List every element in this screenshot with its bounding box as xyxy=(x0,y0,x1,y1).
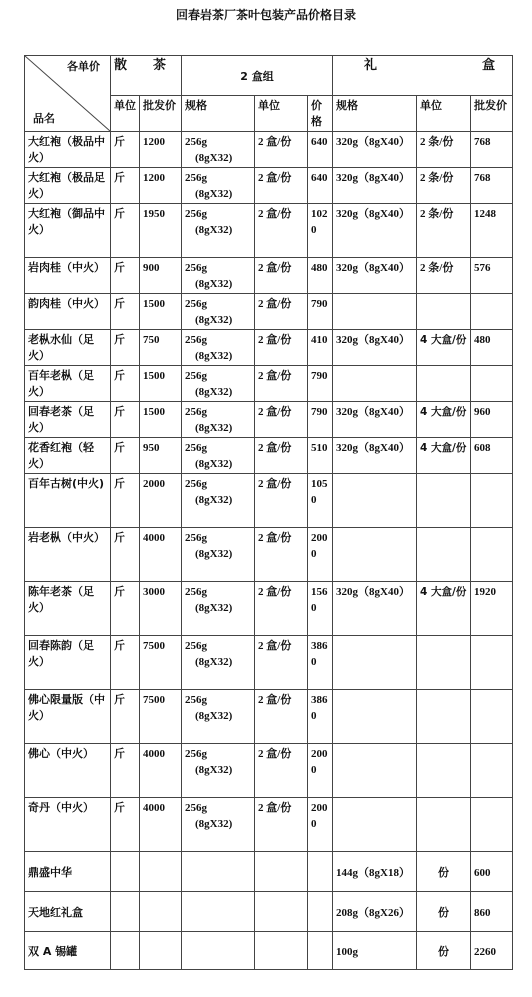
table-row xyxy=(25,744,513,798)
box-spec-detail: (8gX32) xyxy=(195,764,233,776)
gift-price: 576 xyxy=(471,258,513,294)
table-row xyxy=(25,582,513,636)
gift-price: 768 xyxy=(471,132,513,168)
box-spec xyxy=(182,204,255,258)
box-spec xyxy=(182,582,255,636)
box-spec xyxy=(182,744,255,798)
box-spec xyxy=(182,690,255,744)
box-spec xyxy=(182,528,255,582)
box-spec-weight: 256g xyxy=(185,208,208,220)
box-spec-detail: (8gX32) xyxy=(195,422,233,434)
box-price: 3860 xyxy=(308,690,333,744)
gift-spec: 320g（8gX40） xyxy=(333,204,417,258)
loose-unit: 斤 xyxy=(111,132,140,168)
box-spec-weight: 256g xyxy=(185,334,208,346)
header-price: 价格 xyxy=(308,96,333,132)
table-row xyxy=(25,636,513,690)
loose-unit: 斤 xyxy=(111,438,140,474)
table-row xyxy=(25,132,513,168)
loose-unit: 斤 xyxy=(111,528,140,582)
diagonal-header-cell xyxy=(25,56,111,132)
loose-wholesale: 4000 xyxy=(140,744,182,798)
box-spec-weight: 256g xyxy=(185,478,208,490)
loose-unit xyxy=(111,852,140,892)
gift-unit xyxy=(417,366,471,402)
header-spec: 规格 xyxy=(182,96,255,132)
product-name: 佛心限量版（中火） xyxy=(25,690,111,744)
gift-unit xyxy=(417,798,471,852)
gift-spec xyxy=(333,636,417,690)
box-price: 480 xyxy=(308,258,333,294)
loose-wholesale xyxy=(140,932,182,970)
gift-unit: 2 条/份 xyxy=(417,132,471,168)
gift-unit: 份 xyxy=(417,892,471,932)
loose-unit: 斤 xyxy=(111,168,140,204)
loose-unit: 斤 xyxy=(111,474,140,528)
header-unit2: 单位 xyxy=(255,96,308,132)
header-unit-price-label: 各单价 xyxy=(67,60,100,73)
loose-wholesale: 2000 xyxy=(140,474,182,528)
loose-wholesale: 1200 xyxy=(140,168,182,204)
loose-unit xyxy=(111,892,140,932)
gift-spec: 144g（8gX18） xyxy=(333,852,417,892)
box-spec-detail: (8gX32) xyxy=(195,224,233,236)
box-spec-weight: 256g xyxy=(185,298,208,310)
gift-price xyxy=(471,798,513,852)
gift-unit xyxy=(417,474,471,528)
box-price: 790 xyxy=(308,294,333,330)
header-gift-unit: 单位 xyxy=(417,96,471,132)
box-unit: 2 盒/份 xyxy=(255,474,308,528)
box-spec-detail: (8gX32) xyxy=(195,188,233,200)
loose-unit: 斤 xyxy=(111,330,140,366)
product-name: 陈年老茶（足火） xyxy=(25,582,111,636)
loose-wholesale: 7500 xyxy=(140,690,182,744)
box-spec-weight: 256g xyxy=(185,802,208,814)
gift-price: 608 xyxy=(471,438,513,474)
product-name: 回春老茶（足火） xyxy=(25,402,111,438)
box-spec-detail: (8gX32) xyxy=(195,494,233,506)
product-name: 大红袍（御品中火） xyxy=(25,204,111,258)
gift-unit xyxy=(417,528,471,582)
gift-unit: 4 大盒/份 xyxy=(417,330,471,366)
box-unit: 2 盒/份 xyxy=(255,582,308,636)
box-spec-detail: (8gX32) xyxy=(195,656,233,668)
box-spec-weight: 256g xyxy=(185,172,208,184)
box-spec xyxy=(182,892,255,932)
gift-spec: 320g（8gX40） xyxy=(333,330,417,366)
loose-unit: 斤 xyxy=(111,294,140,330)
box-spec xyxy=(182,366,255,402)
gift-unit: 4 大盒/份 xyxy=(417,402,471,438)
box-price xyxy=(308,852,333,892)
gift-spec: 320g（8gX40） xyxy=(333,582,417,636)
box-price xyxy=(308,892,333,932)
box-spec xyxy=(182,438,255,474)
box-unit: 2 盒/份 xyxy=(255,402,308,438)
table-row xyxy=(25,438,513,474)
gift-spec xyxy=(333,366,417,402)
header-gift-right: 盒 xyxy=(482,58,496,73)
table-row xyxy=(25,690,513,744)
box-unit xyxy=(255,932,308,970)
header-two-box-set: 2 盒组 xyxy=(182,56,333,96)
gift-price xyxy=(471,690,513,744)
gift-spec: 320g（8gX40） xyxy=(333,168,417,204)
header-loose-tea: 散 茶 xyxy=(111,56,182,96)
gift-price: 1248 xyxy=(471,204,513,258)
box-spec-weight: 256g xyxy=(185,586,208,598)
table-row xyxy=(25,852,513,892)
gift-unit: 2 条/份 xyxy=(417,168,471,204)
loose-unit xyxy=(111,932,140,970)
gift-price xyxy=(471,474,513,528)
product-name: 回春陈韵（足火） xyxy=(25,636,111,690)
box-spec-detail: (8gX32) xyxy=(195,818,233,830)
box-spec-weight: 256g xyxy=(185,442,208,454)
box-unit xyxy=(255,852,308,892)
product-name: 百年老枞（足火） xyxy=(25,366,111,402)
gift-unit xyxy=(417,636,471,690)
gift-spec: 320g（8gX40） xyxy=(333,132,417,168)
gift-spec xyxy=(333,294,417,330)
table-row xyxy=(25,798,513,852)
gift-unit: 4 大盒/份 xyxy=(417,582,471,636)
table-row xyxy=(25,892,513,932)
price-table xyxy=(24,55,513,970)
gift-spec xyxy=(333,474,417,528)
box-spec-detail: (8gX32) xyxy=(195,386,233,398)
table-row xyxy=(25,366,513,402)
gift-spec xyxy=(333,690,417,744)
gift-unit xyxy=(417,294,471,330)
header-wholesale: 批发价 xyxy=(140,96,182,132)
header-gift-wholesale: 批发价 xyxy=(471,96,513,132)
table-row xyxy=(25,528,513,582)
gift-price xyxy=(471,528,513,582)
box-spec xyxy=(182,474,255,528)
loose-unit: 斤 xyxy=(111,636,140,690)
box-spec xyxy=(182,402,255,438)
gift-spec xyxy=(333,528,417,582)
header-unit: 单位 xyxy=(111,96,140,132)
box-price: 2000 xyxy=(308,528,333,582)
box-unit: 2 盒/份 xyxy=(255,294,308,330)
loose-unit: 斤 xyxy=(111,744,140,798)
loose-unit: 斤 xyxy=(111,402,140,438)
box-price: 790 xyxy=(308,402,333,438)
box-price: 790 xyxy=(308,366,333,402)
product-name: 岩老枞（中火） xyxy=(25,528,111,582)
product-name: 岩肉桂（中火） xyxy=(25,258,111,294)
gift-price: 1920 xyxy=(471,582,513,636)
box-spec-weight: 256g xyxy=(185,640,208,652)
box-unit: 2 盒/份 xyxy=(255,798,308,852)
box-unit: 2 盒/份 xyxy=(255,528,308,582)
box-spec-weight: 256g xyxy=(185,532,208,544)
box-unit: 2 盒/份 xyxy=(255,168,308,204)
gift-spec xyxy=(333,744,417,798)
box-spec-detail: (8gX32) xyxy=(195,350,233,362)
box-spec-detail: (8gX32) xyxy=(195,152,233,164)
box-unit: 2 盒/份 xyxy=(255,744,308,798)
box-unit: 2 盒/份 xyxy=(255,636,308,690)
box-spec xyxy=(182,132,255,168)
loose-wholesale: 7500 xyxy=(140,636,182,690)
gift-spec xyxy=(333,798,417,852)
product-name: 天地红礼盒 xyxy=(25,892,111,932)
table-row xyxy=(25,932,513,970)
box-price: 410 xyxy=(308,330,333,366)
loose-wholesale xyxy=(140,852,182,892)
box-spec xyxy=(182,932,255,970)
box-price: 1050 xyxy=(308,474,333,528)
gift-price: 480 xyxy=(471,330,513,366)
gift-unit: 4 大盒/份 xyxy=(417,438,471,474)
gift-unit: 份 xyxy=(417,932,471,970)
gift-price xyxy=(471,744,513,798)
box-unit: 2 盒/份 xyxy=(255,438,308,474)
loose-unit: 斤 xyxy=(111,798,140,852)
loose-wholesale: 1200 xyxy=(140,132,182,168)
box-spec xyxy=(182,258,255,294)
table-row xyxy=(25,258,513,294)
box-spec-detail: (8gX32) xyxy=(195,548,233,560)
loose-unit: 斤 xyxy=(111,582,140,636)
box-spec xyxy=(182,330,255,366)
product-name: 花香红袍（轻火） xyxy=(25,438,111,474)
box-spec xyxy=(182,168,255,204)
gift-spec: 320g（8gX40） xyxy=(333,402,417,438)
header-gift-left: 礼 xyxy=(364,58,378,73)
loose-wholesale: 900 xyxy=(140,258,182,294)
gift-spec: 320g（8gX40） xyxy=(333,258,417,294)
gift-price: 860 xyxy=(471,892,513,932)
box-spec-weight: 256g xyxy=(185,694,208,706)
box-price: 640 xyxy=(308,132,333,168)
box-unit: 2 盒/份 xyxy=(255,330,308,366)
gift-unit: 2 条/份 xyxy=(417,258,471,294)
loose-unit: 斤 xyxy=(111,258,140,294)
box-unit: 2 盒/份 xyxy=(255,204,308,258)
box-price: 2000 xyxy=(308,744,333,798)
header-gift-box xyxy=(333,56,513,96)
product-name: 奇丹（中火） xyxy=(25,798,111,852)
product-name: 双 A 锡罐 xyxy=(25,932,111,970)
loose-wholesale: 1500 xyxy=(140,366,182,402)
gift-unit: 份 xyxy=(417,852,471,892)
loose-wholesale: 750 xyxy=(140,330,182,366)
product-name: 老枞水仙（足火） xyxy=(25,330,111,366)
box-spec-detail: (8gX32) xyxy=(195,278,233,290)
box-spec xyxy=(182,852,255,892)
box-spec-detail: (8gX32) xyxy=(195,710,233,722)
table-row xyxy=(25,330,513,366)
box-price: 3860 xyxy=(308,636,333,690)
box-spec-weight: 256g xyxy=(185,748,208,760)
box-unit: 2 盒/份 xyxy=(255,258,308,294)
loose-wholesale: 1500 xyxy=(140,402,182,438)
product-name: 佛心（中火） xyxy=(25,744,111,798)
box-price: 1020 xyxy=(308,204,333,258)
gift-price xyxy=(471,636,513,690)
product-name: 韵肉桂（中火） xyxy=(25,294,111,330)
product-name: 大红袍（极品足火） xyxy=(25,168,111,204)
gift-spec: 320g（8gX40） xyxy=(333,438,417,474)
box-unit: 2 盒/份 xyxy=(255,132,308,168)
box-price: 640 xyxy=(308,168,333,204)
product-name: 鼎盛中华 xyxy=(25,852,111,892)
box-unit: 2 盒/份 xyxy=(255,690,308,744)
box-spec-weight: 256g xyxy=(185,406,208,418)
loose-wholesale: 1500 xyxy=(140,294,182,330)
loose-wholesale: 1950 xyxy=(140,204,182,258)
gift-price: 960 xyxy=(471,402,513,438)
loose-wholesale: 950 xyxy=(140,438,182,474)
gift-unit xyxy=(417,744,471,798)
box-spec-detail: (8gX32) xyxy=(195,458,233,470)
header-product-name-label: 品名 xyxy=(33,112,55,125)
header-row-groups xyxy=(25,56,513,96)
box-unit xyxy=(255,892,308,932)
table-row xyxy=(25,474,513,528)
header-gift-spec: 规格 xyxy=(333,96,417,132)
loose-wholesale: 4000 xyxy=(140,528,182,582)
box-spec xyxy=(182,798,255,852)
box-price xyxy=(308,932,333,970)
table-row xyxy=(25,402,513,438)
loose-wholesale xyxy=(140,892,182,932)
product-name: 大红袍（极品中火） xyxy=(25,132,111,168)
table-row xyxy=(25,168,513,204)
loose-wholesale: 3000 xyxy=(140,582,182,636)
gift-spec: 208g（8gX26） xyxy=(333,892,417,932)
document-title: 回春岩茶厂茶叶包装产品价格目录 xyxy=(175,8,356,22)
box-unit: 2 盒/份 xyxy=(255,366,308,402)
table-row xyxy=(25,204,513,258)
gift-price xyxy=(471,366,513,402)
gift-price: 768 xyxy=(471,168,513,204)
gift-price: 2260 xyxy=(471,932,513,970)
gift-unit xyxy=(417,690,471,744)
box-spec-weight: 256g xyxy=(185,262,208,274)
loose-unit: 斤 xyxy=(111,690,140,744)
box-price: 2000 xyxy=(308,798,333,852)
box-spec xyxy=(182,636,255,690)
box-spec-weight: 256g xyxy=(185,370,208,382)
loose-unit: 斤 xyxy=(111,204,140,258)
gift-spec: 100g xyxy=(333,932,417,970)
gift-price xyxy=(471,294,513,330)
box-spec-detail: (8gX32) xyxy=(195,602,233,614)
gift-price: 600 xyxy=(471,852,513,892)
loose-unit: 斤 xyxy=(111,366,140,402)
loose-wholesale: 4000 xyxy=(140,798,182,852)
box-spec-detail: (8gX32) xyxy=(195,314,233,326)
box-price: 510 xyxy=(308,438,333,474)
box-price: 1560 xyxy=(308,582,333,636)
table-row xyxy=(25,294,513,330)
product-name: 百年古树(中火) xyxy=(25,474,111,528)
gift-unit: 2 条/份 xyxy=(417,204,471,258)
box-spec-weight: 256g xyxy=(185,136,208,148)
box-spec xyxy=(182,294,255,330)
